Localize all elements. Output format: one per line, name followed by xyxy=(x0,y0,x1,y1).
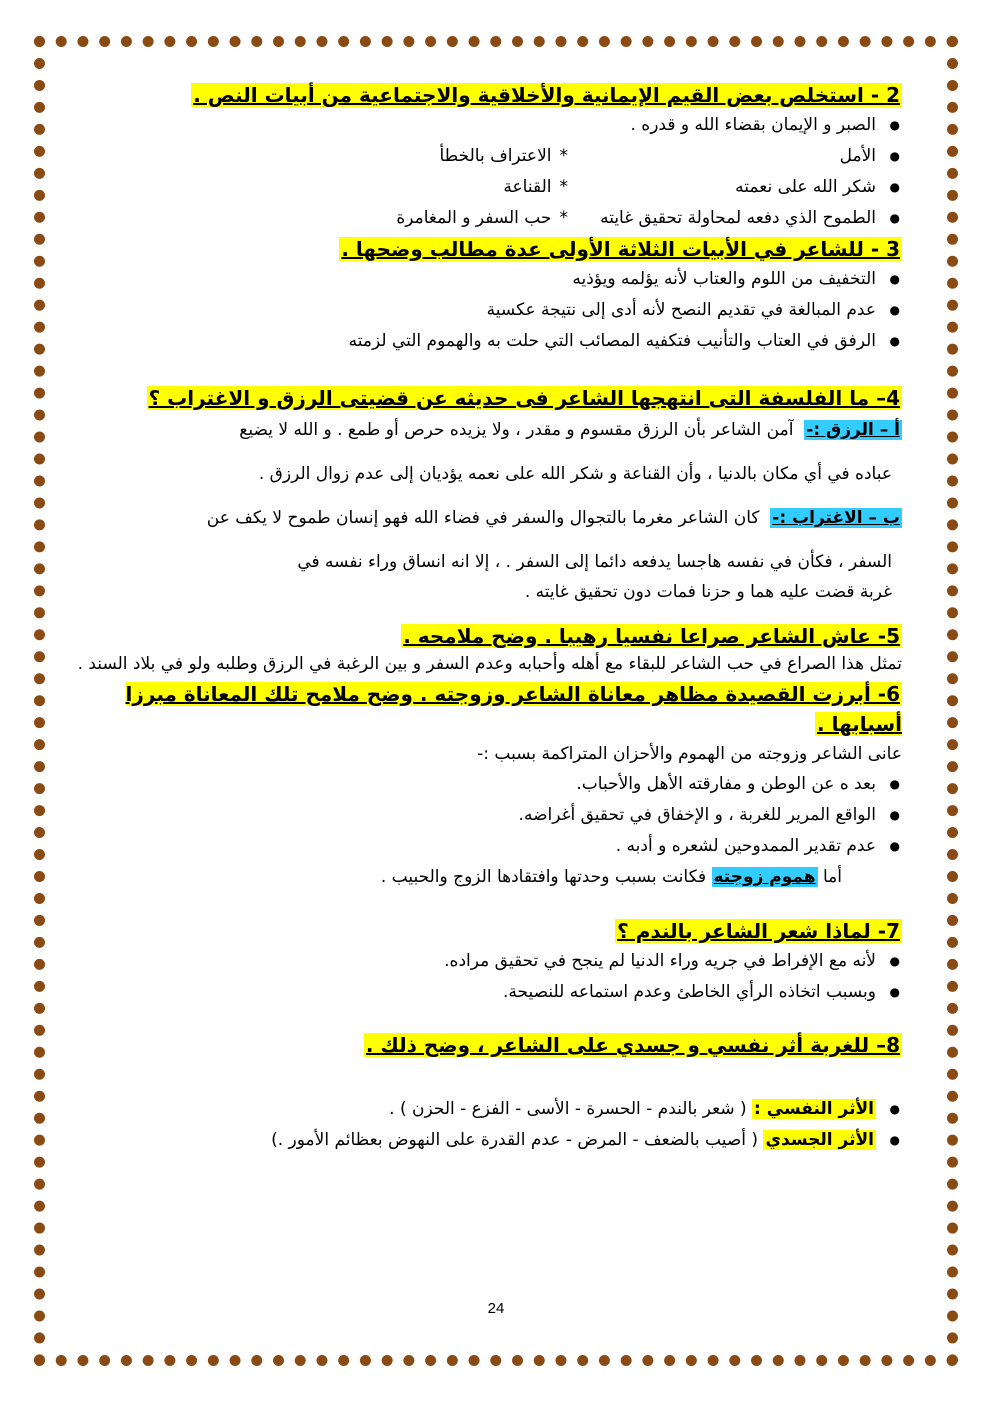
list-item: ● بعد ه عن الوطن و مفارقته الأهل والأحباب. xyxy=(70,769,876,800)
question-5-title: 5- عاش الشاعر صراعا نفسيا رهيبا . وضح ملامحه . xyxy=(403,624,900,648)
question-6-list xyxy=(70,769,902,862)
list-item: ● التخفيف من اللوم والعتاب لأنه يؤلمه ويؤذيه xyxy=(70,264,876,295)
q4-rizq-line1: أ – الرزق :- آمن الشاعر بأن الرزق مقسوم و مقدر ، ولا يزيده حرص أو طمع . و الله لا يضيع xyxy=(239,420,900,440)
question-7-title: 7- لماذا شعر الشاعر بالندم ؟ xyxy=(617,919,900,943)
list-item: ● الرفق في العتاب والتأنيب فتكفيه المصائب التي حلت به والهموم التي لزمته xyxy=(70,326,876,357)
q4-ightirab-line3: غربة قضت عليه هما و حزنا فمات دون تحقيق غايته . xyxy=(524,582,892,602)
q6-intro: عانى الشاعر وزوجته من الهموم والأحزان المتراكمة بسبب :- xyxy=(477,744,902,764)
list-item: ● عدم تقدير الممدوحين لشعره و أدبه . xyxy=(70,831,876,862)
list-item: ● الأثر النفسي : ( شعر بالندم - الحسرة - الأسى - الفزع - الحزن ) . xyxy=(70,1094,876,1125)
list-item: ● الواقع المرير للغربة ، و الإخفاق في تحقيق أغراضه. xyxy=(70,800,876,831)
q4-ightirab-line2: السفر ، فكأن في نفسه هاجسا يدفعه دائما إلى السفر . ، إلا انه انساق وراء نفسه في xyxy=(297,552,892,572)
q4-rizq-line2: عباده في أي مكان بالدنيا ، وأن القناعة و شكر الله على نعمه يؤديان إلى عدم زوال الرزق . xyxy=(258,464,892,484)
question-2-title: 2 - استخلص بعض القيم الإيمانية والأخلاقية والاجتماعية من أبيات النص . xyxy=(193,83,900,107)
list-item: ● الطموح الذي دفعه لمحاولة تحقيق غايته * حب السفر و المغامرة xyxy=(70,203,876,234)
question-3-list xyxy=(70,264,902,357)
question-8-title: 8– للغربة أثر نفسي و جسدي على الشاعر ، وضح ذلك . xyxy=(365,1033,900,1057)
question-4-title: 4– ما الفلسفة التى انتهجها الشاعر فى حديثه عن قضيتى الرزق و الاغتراب ؟ xyxy=(148,386,900,410)
list-item: ● شكر الله على نعمته * القناعة xyxy=(70,172,876,203)
list-item: ● الأثر الجسدي ( أصيب بالضعف - المرض - عدم القدرة على النهوض بعظائم الأمور .) xyxy=(70,1125,876,1156)
q6-wife-line: أما هموم زوجته فكانت بسبب وحدتها وافتقادها الزوج والحبيب . xyxy=(380,867,842,887)
list-item: ● عدم المبالغة في تقديم النصح لأنه أدى إلى نتيجة عكسية xyxy=(70,295,876,326)
page-number: 24 xyxy=(487,1300,505,1317)
question-7-list xyxy=(70,946,902,1008)
list-item: ● لأنه مع الإفراط في جريه وراء الدنيا لم ينجح في تحقيق مراده. xyxy=(70,946,876,977)
question-3-title: 3 - للشاعر في الأبيات الثلاثة الأولى عدة مطالب وضحها . xyxy=(341,237,900,261)
q5-answer: تمثل هذا الصراع في حب الشاعر للبقاء مع أهله وأحبابه وعدم السفر و بين الرغبة في الرزق وطلبه ولو في بلاد السند . xyxy=(77,654,902,674)
question-6-title: 6- أبرزت القصيدة مظاهر معاناة الشاعر وزوجته . وضح ملامح تلك المعاناة مبرزا أسبابها . xyxy=(125,682,902,736)
question-8-list xyxy=(70,1094,902,1156)
list-item: ● وبسبب اتخاذه الرأي الخاطئ وعدم استماعه للنصيحة. xyxy=(70,977,876,1008)
question-2-values xyxy=(70,110,902,234)
list-item: ● الصبر و الإيمان بقضاء الله و قدره . xyxy=(70,110,876,141)
document-body xyxy=(70,80,902,1156)
q4-ightirab-line1: ب – الاغتراب :- كان الشاعر مغرما بالتجوال والسفر في فضاء الله فهو إنسان طموح لا يكف عن xyxy=(206,508,900,528)
list-item: ● الأمل * الاعتراف بالخطأ xyxy=(70,141,876,172)
